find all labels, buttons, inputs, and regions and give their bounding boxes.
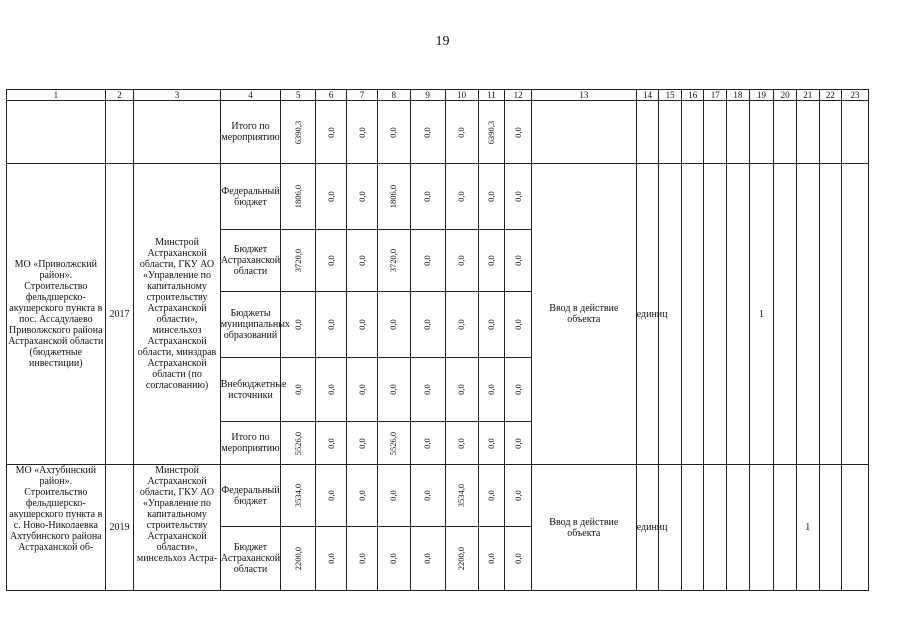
column-number: 4 (220, 90, 281, 101)
cell-value: 0,0 (388, 319, 399, 330)
empty-cell (774, 101, 797, 164)
cell-value: 0,0 (485, 319, 496, 330)
value-cell (410, 230, 445, 292)
funding-label: Федеральный бюджет (220, 164, 281, 230)
value-cell (445, 358, 478, 422)
cell-value: 0,0 (485, 437, 496, 449)
cell-value: 0,0 (388, 490, 399, 501)
table-row (7, 101, 869, 164)
cell-value: 0,0 (422, 191, 433, 202)
value-cell (445, 422, 478, 465)
funding-label: Итого по мероприятию (220, 422, 281, 465)
value-cell (445, 230, 478, 292)
cell-value: 0,0 (422, 319, 433, 330)
cell-value: 0,0 (512, 553, 523, 564)
column-number: 13 (531, 90, 636, 101)
column-number: 23 (842, 90, 869, 101)
column-number: 7 (347, 90, 378, 101)
empty-cell (819, 164, 842, 465)
empty-cell (842, 164, 869, 465)
value-cell (410, 527, 445, 591)
empty-cell (134, 101, 220, 164)
cell-value: 0,0 (512, 319, 523, 330)
empty-cell (842, 101, 869, 164)
value-cell (410, 101, 445, 164)
cell-value: 3720,0 (292, 248, 303, 273)
empty-cell (727, 101, 750, 164)
value-cell (478, 230, 505, 292)
column-number: 21 (796, 90, 819, 101)
value-cell (347, 465, 378, 527)
funding-label: Внебюджетные источники (220, 358, 281, 422)
value-cell (410, 422, 445, 465)
indicator-cell: 1 (749, 164, 774, 465)
table-row (7, 465, 869, 527)
empty-cell (681, 465, 704, 591)
cell-value: 0,0 (388, 553, 399, 564)
value-cell (505, 230, 532, 292)
measure-description: МО «Приволжский район». Строительство фельдшерско-акушерского пункта в пос. Ассадулаево Приволжского района Астраханской области (бюджетные инвестиции) (7, 164, 106, 465)
value-cell (281, 527, 316, 591)
table-row (7, 164, 869, 230)
empty-cell (796, 164, 819, 465)
table-row (7, 90, 869, 101)
empty-cell (842, 465, 869, 591)
value-cell (316, 101, 347, 164)
cell-value: 0,0 (325, 319, 336, 330)
value-cell (281, 164, 316, 230)
column-number: 2 (105, 90, 134, 101)
cell-value: 0,0 (485, 384, 496, 395)
value-cell (377, 230, 410, 292)
result-cell: Ввод в действие объекта (531, 465, 636, 591)
funding-label: Итого по мероприятию (220, 101, 281, 164)
value-cell (316, 465, 347, 527)
value-cell (377, 465, 410, 527)
value-cell (347, 292, 378, 358)
value-cell (316, 292, 347, 358)
funding-label: Бюджет Астраханской области (220, 230, 281, 292)
funding-label: Бюджет Астраханской области (220, 527, 281, 591)
column-number: 16 (681, 90, 704, 101)
empty-cell (749, 465, 774, 591)
cell-value: 0,0 (325, 490, 336, 501)
value-cell (347, 101, 378, 164)
cell-value: 0,0 (325, 126, 336, 138)
cell-value: 0,0 (456, 437, 467, 449)
column-number: 11 (478, 90, 505, 101)
empty-cell (727, 465, 750, 591)
cell-value: 0,0 (512, 437, 523, 449)
value-cell (505, 527, 532, 591)
value-cell (377, 422, 410, 465)
column-number: 3 (134, 90, 220, 101)
cell-value: 2200,0 (292, 546, 303, 571)
empty-cell (774, 164, 797, 465)
empty-cell (7, 101, 106, 164)
cell-value: 3534,0 (292, 483, 303, 508)
value-cell (347, 422, 378, 465)
column-number: 12 (505, 90, 532, 101)
empty-cell (531, 101, 636, 164)
cell-value: 0,0 (485, 191, 496, 202)
value-cell (478, 101, 505, 164)
cell-value: 0,0 (456, 255, 467, 266)
value-cell (478, 292, 505, 358)
value-cell (281, 358, 316, 422)
value-cell (445, 101, 478, 164)
cell-value: 0,0 (356, 126, 367, 138)
value-cell (445, 164, 478, 230)
value-cell (478, 164, 505, 230)
indicator-cell: 1 (796, 465, 819, 591)
column-number: 20 (774, 90, 797, 101)
empty-cell (796, 101, 819, 164)
measure-description: МО «Ахтубинский район». Строительство фельдшерско-акушерского пункта в с. Ново-Николаевка Ахтубинского района Астраханской об- (7, 465, 106, 591)
cell-value: 0,0 (422, 553, 433, 564)
value-cell (316, 422, 347, 465)
value-cell (410, 465, 445, 527)
empty-cell (749, 101, 774, 164)
cell-value: 0,0 (456, 384, 467, 395)
value-cell (445, 527, 478, 591)
result-cell: Ввод в действие объекта (531, 164, 636, 465)
value-cell (505, 422, 532, 465)
cell-value: 0,0 (388, 384, 399, 395)
value-cell (478, 358, 505, 422)
value-cell (347, 164, 378, 230)
value-cell (445, 465, 478, 527)
cell-value: 0,0 (356, 319, 367, 330)
column-number: 14 (636, 90, 659, 101)
cell-value: 0,0 (325, 191, 336, 202)
program-table (6, 89, 869, 591)
empty-cell (105, 101, 134, 164)
empty-cell (819, 465, 842, 591)
value-cell (316, 358, 347, 422)
empty-cell (704, 101, 727, 164)
cell-value: 0,0 (485, 255, 496, 266)
cell-value: 0,0 (356, 191, 367, 202)
cell-value: 5526,0 (292, 431, 303, 455)
value-cell (347, 527, 378, 591)
value-cell (478, 527, 505, 591)
column-number: 15 (659, 90, 682, 101)
cell-value: 0,0 (456, 319, 467, 330)
value-cell (505, 101, 532, 164)
empty-cell (727, 164, 750, 465)
column-number: 22 (819, 90, 842, 101)
empty-cell (774, 465, 797, 591)
empty-cell (681, 101, 704, 164)
value-cell (377, 292, 410, 358)
column-number: 10 (445, 90, 478, 101)
empty-cell (704, 164, 727, 465)
page-number: 19 (435, 34, 450, 49)
column-number: 18 (727, 90, 750, 101)
executor-cell: Минстрой Астраханской области, ГКУ АО «Управление по капитальному строительству Астраханской области», минсельхоз Астра- (134, 465, 220, 591)
empty-cell (659, 101, 682, 164)
cell-value: 0,0 (456, 191, 467, 202)
empty-cell (636, 101, 659, 164)
value-cell (316, 230, 347, 292)
column-number: 17 (704, 90, 727, 101)
value-cell (377, 101, 410, 164)
cell-value: 0,0 (356, 255, 367, 266)
empty-cell (704, 465, 727, 591)
cell-value: 0,0 (485, 553, 496, 564)
value-cell (505, 164, 532, 230)
value-cell (281, 230, 316, 292)
cell-value: 0,0 (292, 319, 303, 330)
cell-value: 0,0 (512, 191, 523, 202)
cell-value: 0,0 (512, 255, 523, 266)
column-number: 6 (316, 90, 347, 101)
value-cell (505, 358, 532, 422)
unit-cell: единиц (636, 164, 659, 465)
cell-value: 0,0 (356, 490, 367, 501)
cell-value: 3534,0 (456, 483, 467, 508)
cell-value: 0,0 (512, 384, 523, 395)
cell-value: 0,0 (422, 126, 433, 138)
unit-cell: единиц (636, 465, 659, 591)
value-cell (445, 292, 478, 358)
cell-value: 0,0 (456, 126, 467, 138)
cell-value: 0,0 (485, 490, 496, 501)
value-cell (410, 164, 445, 230)
funding-label: Бюджеты муниципальных образований (220, 292, 281, 358)
cell-value: 0,0 (356, 437, 367, 449)
cell-value: 0,0 (422, 437, 433, 449)
cell-value: 0,0 (325, 384, 336, 395)
cell-value: 1806,0 (388, 184, 399, 209)
cell-value: 0,0 (325, 437, 336, 449)
column-number: 9 (410, 90, 445, 101)
value-cell (505, 292, 532, 358)
year-cell: 2017 (105, 164, 134, 465)
empty-cell (681, 164, 704, 465)
cell-value: 0,0 (422, 490, 433, 501)
column-number: 5 (281, 90, 316, 101)
cell-value: 0,0 (356, 384, 367, 395)
cell-value: 6390,3 (485, 120, 496, 144)
value-cell (281, 465, 316, 527)
value-cell (478, 422, 505, 465)
funding-label: Федеральный бюджет (220, 465, 281, 527)
value-cell (377, 164, 410, 230)
value-cell (281, 422, 316, 465)
value-cell (281, 101, 316, 164)
executor-cell: Минстрой Астраханской области, ГКУ АО «Управление по капитальному строительству Астраханской области», минсельхоз Астраханской области, минздрав Астраханской области (по согласованию) (134, 164, 220, 465)
cell-value: 0,0 (422, 255, 433, 266)
cell-value: 0,0 (356, 553, 367, 564)
cell-value: 3720,0 (388, 248, 399, 273)
value-cell (478, 465, 505, 527)
value-cell (347, 230, 378, 292)
empty-cell (819, 101, 842, 164)
value-cell (505, 465, 532, 527)
value-cell (347, 358, 378, 422)
value-cell (410, 292, 445, 358)
value-cell (410, 358, 445, 422)
column-number: 19 (749, 90, 774, 101)
cell-value: 0,0 (325, 255, 336, 266)
column-number: 1 (7, 90, 106, 101)
cell-value: 6390,3 (292, 120, 303, 144)
value-cell (377, 358, 410, 422)
cell-value: 0,0 (422, 384, 433, 395)
cell-value: 0,0 (388, 126, 399, 138)
cell-value: 0,0 (325, 553, 336, 564)
value-cell (316, 164, 347, 230)
cell-value: 0,0 (512, 126, 523, 138)
cell-value: 0,0 (512, 490, 523, 501)
year-cell: 2019 (105, 465, 134, 591)
cell-value: 2200,0 (456, 546, 467, 571)
value-cell (377, 527, 410, 591)
value-cell (316, 527, 347, 591)
column-number: 8 (377, 90, 410, 101)
cell-value: 1806,0 (292, 184, 303, 209)
cell-value: 5526,0 (388, 431, 399, 455)
cell-value: 0,0 (292, 384, 303, 395)
